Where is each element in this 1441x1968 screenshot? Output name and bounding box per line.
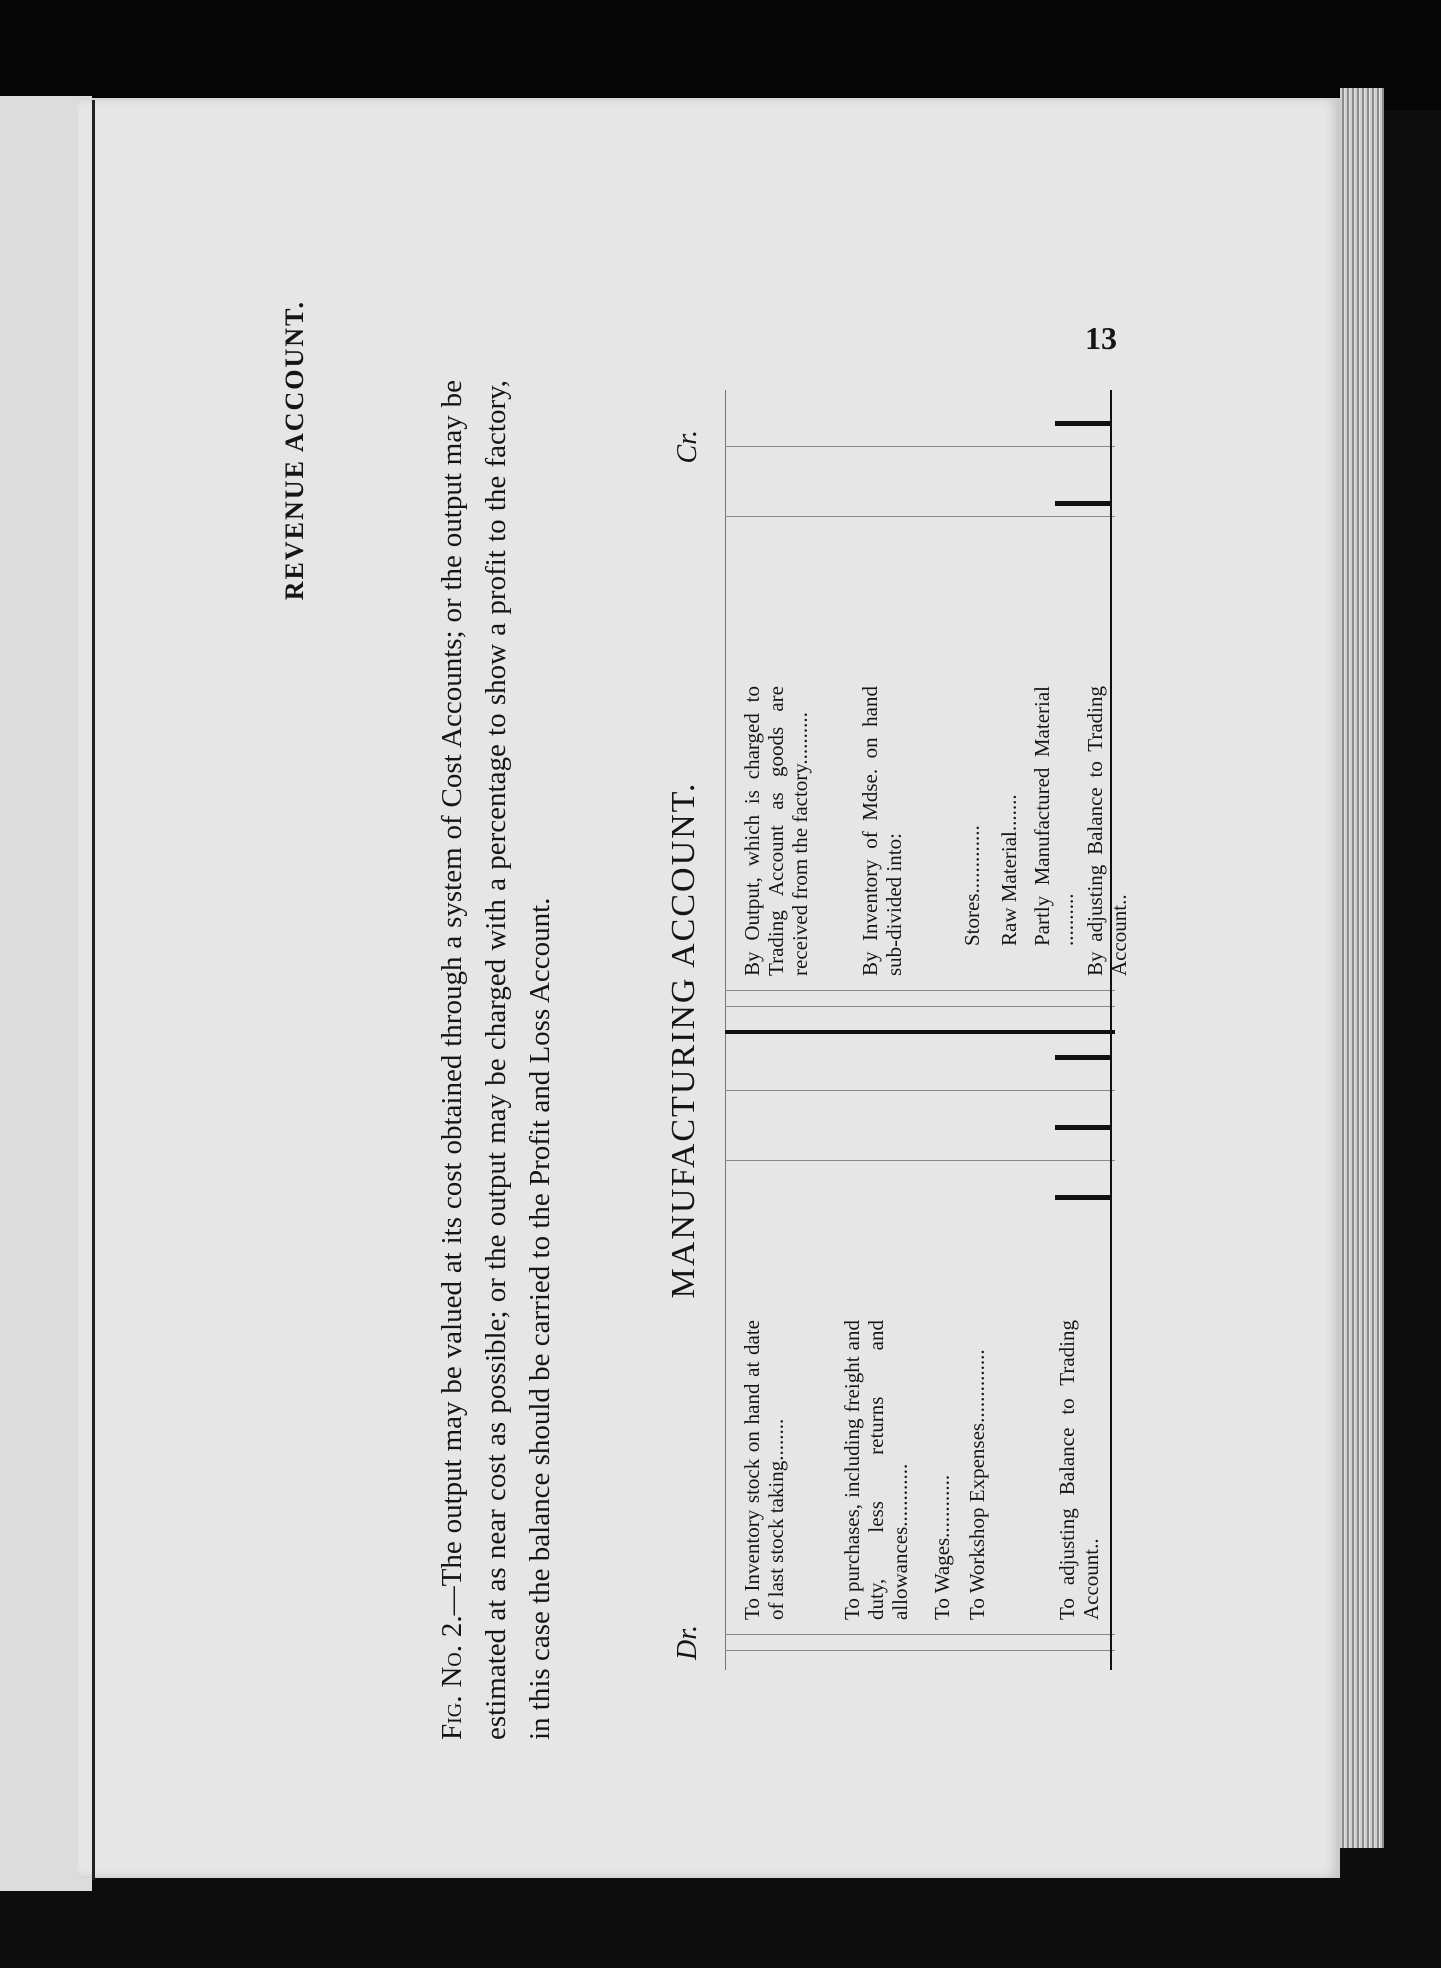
total-rule-mark (1055, 421, 1110, 426)
date-column (725, 1650, 1115, 1670)
date-column (725, 1006, 1115, 1026)
debit-entry (965, 1320, 989, 1620)
debit-entry (740, 1320, 788, 1620)
debit-entry-text: To adjusting Balance to Trading Account.. (1055, 1320, 1103, 1620)
figure-caption (430, 380, 562, 1740)
amount-column-3 (725, 1030, 1115, 1090)
credit-entry (858, 686, 906, 976)
running-header: REVENUE ACCOUNT. (280, 300, 309, 601)
debit-entry (930, 1320, 954, 1620)
rotated-content (260, 300, 1140, 1780)
total-rule-mark (1055, 1195, 1110, 1200)
amount-column-3 (725, 390, 1115, 446)
credit-entry (1030, 686, 1078, 946)
debit-entry (840, 1320, 912, 1620)
credit-entry-text: By Inventory of Mdse. on hand sub-divided into: (858, 686, 906, 976)
credit-entry (997, 686, 1021, 946)
amount-column-1 (725, 516, 1115, 586)
folio-column (725, 1634, 1115, 1650)
ledger-bottom-rule (1110, 390, 1112, 1670)
debit-entry-text: To Inventory stock on hand at date of last stock taking........ (740, 1320, 788, 1620)
debit-side (725, 1030, 1115, 1670)
folio-column (725, 990, 1115, 1006)
total-rule-mark (1055, 1055, 1110, 1060)
credit-entry-text: Stores............. (960, 825, 984, 946)
debit-entry-text: To Wages............ (930, 1474, 954, 1620)
credit-entry (960, 686, 984, 946)
credit-label: Cr. (672, 430, 703, 464)
scan-background (0, 0, 1441, 110)
credit-entry-text: By adjusting Balance to Trading Account.. (1083, 686, 1131, 976)
caption-text: —The output may be valued at its cost obtained through a system of Cost Accounts; or the output may be estimated at as near cost as possible; or the output may be charged with a percentage to show a profit to the factory, in this case the balance should be carried to the Profit and Loss Account. (436, 380, 556, 1740)
credit-entry (1083, 686, 1131, 976)
credit-entry (740, 686, 812, 976)
debit-label: Dr. (672, 1624, 703, 1660)
page-gutter-line (92, 100, 95, 1880)
credit-entry-text: Partly Manufactured Material .......... (1030, 686, 1078, 946)
debit-entry-text: To purchases, including freight and duty, less returns and allowances............ (840, 1320, 912, 1620)
account-title: MANUFACTURING ACCOUNT. (665, 781, 702, 1299)
page-stack-edge (1340, 88, 1384, 1848)
debit-entry-text: To Workshop Expenses.............. (965, 1349, 989, 1620)
debit-entry (1055, 1320, 1103, 1620)
ledger-table (725, 390, 1131, 1670)
credit-side (725, 390, 1131, 1026)
total-rule-mark (1055, 1125, 1110, 1130)
figure-label: Fig. No. 2. (436, 1615, 468, 1740)
credit-entry-text: By Output, which is charged to Trading Account as goods are received from the factory.......... (740, 686, 812, 976)
page-number: 13 (1085, 320, 1117, 356)
total-rule-mark (1055, 501, 1110, 506)
credit-entry-text: Raw Material....... (997, 794, 1021, 946)
